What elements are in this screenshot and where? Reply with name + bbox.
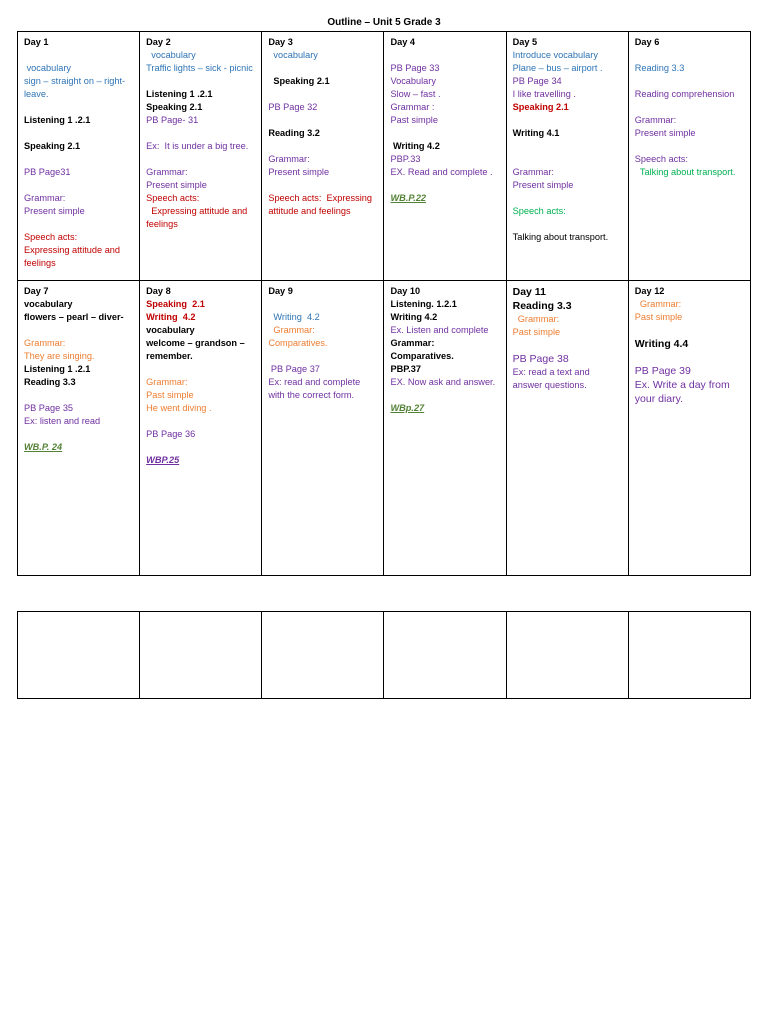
day-line <box>390 179 499 192</box>
day-line: WB.P.22 <box>390 193 427 203</box>
day-line: Speech acts: <box>634 154 688 164</box>
day-cell <box>140 32 262 281</box>
day-line <box>24 101 133 114</box>
day-line <box>146 127 255 140</box>
day-line: Present simple <box>634 128 696 138</box>
day-line: They are singing. <box>24 351 95 361</box>
day-line <box>390 127 499 140</box>
day-heading: Day 10 <box>390 286 421 296</box>
day-line: Traffic lights – sick - picnic <box>146 63 253 73</box>
day-line <box>24 127 133 140</box>
blank-table <box>17 611 751 699</box>
day-heading: Day 7 <box>24 286 49 296</box>
day-line: PBP.37 <box>390 364 421 374</box>
day-line: welcome – grandson – remember. <box>146 338 248 361</box>
day-line: sign – straight on – right-leave. <box>24 76 126 99</box>
day-line: Grammar: <box>268 154 310 164</box>
day-heading: Day 6 <box>634 37 660 47</box>
day-line: Speech acts: <box>512 206 566 216</box>
day-line <box>513 153 622 166</box>
day-line <box>513 218 622 231</box>
day-line <box>24 428 133 441</box>
day-line <box>268 350 377 363</box>
day-line <box>635 140 744 153</box>
day-line: I like travelling . <box>512 89 576 99</box>
day-line: WBp.27 <box>390 403 425 413</box>
blank-cell <box>628 612 750 699</box>
day-line: Vocabulary <box>390 76 436 86</box>
day-line: Ex. Listen and complete <box>390 325 489 335</box>
day-line: vocabulary <box>24 63 71 73</box>
day-line: EX. Read and complete . <box>390 167 493 177</box>
day-line: WBP.25 <box>146 455 180 465</box>
day-line <box>268 88 377 101</box>
day-line: Writing 4.2 <box>146 312 196 322</box>
day-line <box>24 324 133 337</box>
day-line: Reading 3.3 <box>24 377 76 387</box>
day-line: Writing 4.2 <box>268 312 320 322</box>
blank-cell <box>262 612 384 699</box>
day-line: Speaking 2.1 <box>24 141 81 151</box>
day-line <box>24 179 133 192</box>
day-cell <box>384 281 506 576</box>
day-line <box>268 179 377 192</box>
day-cell <box>18 281 140 576</box>
day-line: Ex: read and complete with the correct form. <box>268 377 363 400</box>
day-line: WB.P. 24 <box>24 442 63 452</box>
day-line: Grammar: <box>512 314 560 324</box>
day-line: Comparatives. <box>390 351 454 361</box>
day-line: Grammar: <box>634 299 682 309</box>
day-line: Listening. 1.2.1 <box>390 299 457 309</box>
day-line: Present simple <box>268 167 330 177</box>
day-heading: Day 5 <box>512 37 538 47</box>
day-line: Past simple <box>634 312 683 322</box>
day-line: EX. Now ask and answer. <box>390 377 496 387</box>
day-line: PB Page 32 <box>268 102 318 112</box>
day-line <box>268 62 377 75</box>
day-line <box>24 389 133 402</box>
day-line: vocabulary <box>146 325 195 335</box>
day-heading: Day 4 <box>390 37 415 47</box>
day-line: Writing 4.2 <box>390 312 438 322</box>
day-line: Present simple <box>146 180 207 190</box>
day-cell <box>628 32 750 281</box>
day-line: flowers – pearl – diver- <box>24 312 124 322</box>
day-line: Talking about transport. <box>512 232 609 242</box>
day-line: Grammar: <box>512 167 554 177</box>
day-line: Ex: listen and read <box>24 416 101 426</box>
day-line <box>268 298 377 311</box>
day-line: Writing 4.4 <box>634 338 689 350</box>
day-heading: Day 11 <box>512 286 546 298</box>
day-line: Speech acts: <box>146 193 200 203</box>
document-title: Outline – Unit 5 Grade 3 <box>327 17 441 28</box>
unit-outline-table <box>17 31 751 576</box>
week-row <box>18 281 751 576</box>
day-line: Grammar: <box>146 167 188 177</box>
day-line: Slow – fast . <box>390 89 441 99</box>
day-line <box>635 49 744 62</box>
day-line: Present simple <box>24 206 85 216</box>
day-heading: Day 12 <box>634 286 665 296</box>
day-line: vocabulary <box>24 299 73 309</box>
day-line: PB Page 33 <box>390 63 440 73</box>
day-line: Grammar: <box>24 193 66 203</box>
day-cell <box>18 32 140 281</box>
day-line: Grammar: <box>634 115 677 125</box>
day-line <box>635 101 744 114</box>
day-line <box>146 153 255 166</box>
day-line: PB Page 38 <box>512 353 569 365</box>
day-line: Past simple <box>390 115 438 125</box>
day-line: Plane – bus – airport . <box>512 63 603 73</box>
day-cell <box>384 32 506 281</box>
day-line: Speech acts: <box>24 232 78 242</box>
blank-cell <box>18 612 140 699</box>
day-line: Grammar: <box>146 377 188 387</box>
day-line: Grammar: <box>268 325 315 335</box>
day-line: Reading 3.3 <box>634 63 685 73</box>
day-line <box>24 49 133 62</box>
day-line: Grammar : <box>390 102 435 112</box>
day-line <box>635 75 744 88</box>
day-line <box>146 415 255 428</box>
day-line: Speech acts: Expressing attitude and feelings <box>268 193 375 216</box>
day-line: vocabulary <box>268 50 318 60</box>
day-line <box>513 192 622 205</box>
day-line: Ex: It is under a big tree. <box>146 141 249 151</box>
day-line <box>635 351 744 364</box>
day-line <box>268 140 377 153</box>
week-row <box>18 32 751 281</box>
day-line: Speaking 2.1 <box>146 102 203 112</box>
day-line <box>146 363 255 376</box>
day-line: Talking about transport. <box>634 167 736 177</box>
day-line: Expressing attitude and feelings <box>24 245 123 268</box>
day-line: Grammar: <box>24 338 66 348</box>
day-cell <box>506 32 628 281</box>
day-line: Listening 1 .2.1 <box>24 115 91 125</box>
day-line <box>513 140 622 153</box>
day-line: Reading comprehension <box>634 89 735 99</box>
day-line: Past simple <box>146 390 194 400</box>
day-line: Listening 1 .2.1 <box>146 89 213 99</box>
day-cell <box>262 281 384 576</box>
day-line: He went diving . <box>146 403 212 413</box>
day-line: Grammar: <box>390 338 435 348</box>
day-line <box>24 153 133 166</box>
blank-row <box>18 612 751 699</box>
day-line: PB Page 35 <box>24 403 74 413</box>
day-line <box>390 49 499 62</box>
day-line: PB Page31 <box>24 167 71 177</box>
day-line <box>146 441 255 454</box>
blank-cell <box>140 612 262 699</box>
day-line <box>268 114 377 127</box>
day-line: Past simple <box>512 327 561 337</box>
day-heading: Day 8 <box>146 286 171 296</box>
day-heading: Day 1 <box>24 37 49 47</box>
day-heading: Day 2 <box>146 37 171 47</box>
blank-cell <box>506 612 628 699</box>
day-line <box>24 218 133 231</box>
day-line: Listening 1 .2.1 <box>24 364 91 374</box>
day-line <box>635 324 744 337</box>
day-line: Present simple <box>512 180 574 190</box>
day-line: PB Page 37 <box>268 364 320 374</box>
day-line: PB Page 34 <box>512 76 562 86</box>
day-line: Ex: read a text and answer questions. <box>512 367 593 390</box>
day-cell <box>140 281 262 576</box>
day-cell <box>628 281 750 576</box>
day-line <box>390 389 499 402</box>
day-line: PBP.33 <box>390 154 421 164</box>
day-line: Writing 4.1 <box>512 128 560 138</box>
day-line: Introduce vocabulary <box>512 50 598 60</box>
day-line: Speaking 2.1 <box>268 76 330 86</box>
day-line: PB Page- 31 <box>146 115 199 125</box>
day-cell <box>262 32 384 281</box>
day-line <box>513 339 622 352</box>
day-line: Comparatives. <box>268 338 328 348</box>
day-heading: Day 9 <box>268 286 293 296</box>
day-line <box>146 75 255 88</box>
day-line: vocabulary <box>146 50 196 60</box>
day-cell <box>506 281 628 576</box>
day-line: Speaking 2.1 <box>512 102 569 112</box>
blank-cell <box>384 612 506 699</box>
day-line: Reading 3.2 <box>268 128 320 138</box>
day-line <box>513 114 622 127</box>
day-line: PB Page 39 <box>634 365 691 377</box>
day-line: Ex. Write a day from your diary. <box>634 379 733 405</box>
day-line: PB Page 36 <box>146 429 196 439</box>
day-line: Writing 4.2 <box>390 141 440 151</box>
day-line: Speaking 2.1 <box>146 299 205 309</box>
day-line: Reading 3.3 <box>512 300 572 312</box>
day-line: Expressing attitude and feelings <box>146 206 250 229</box>
day-heading: Day 3 <box>268 37 293 47</box>
